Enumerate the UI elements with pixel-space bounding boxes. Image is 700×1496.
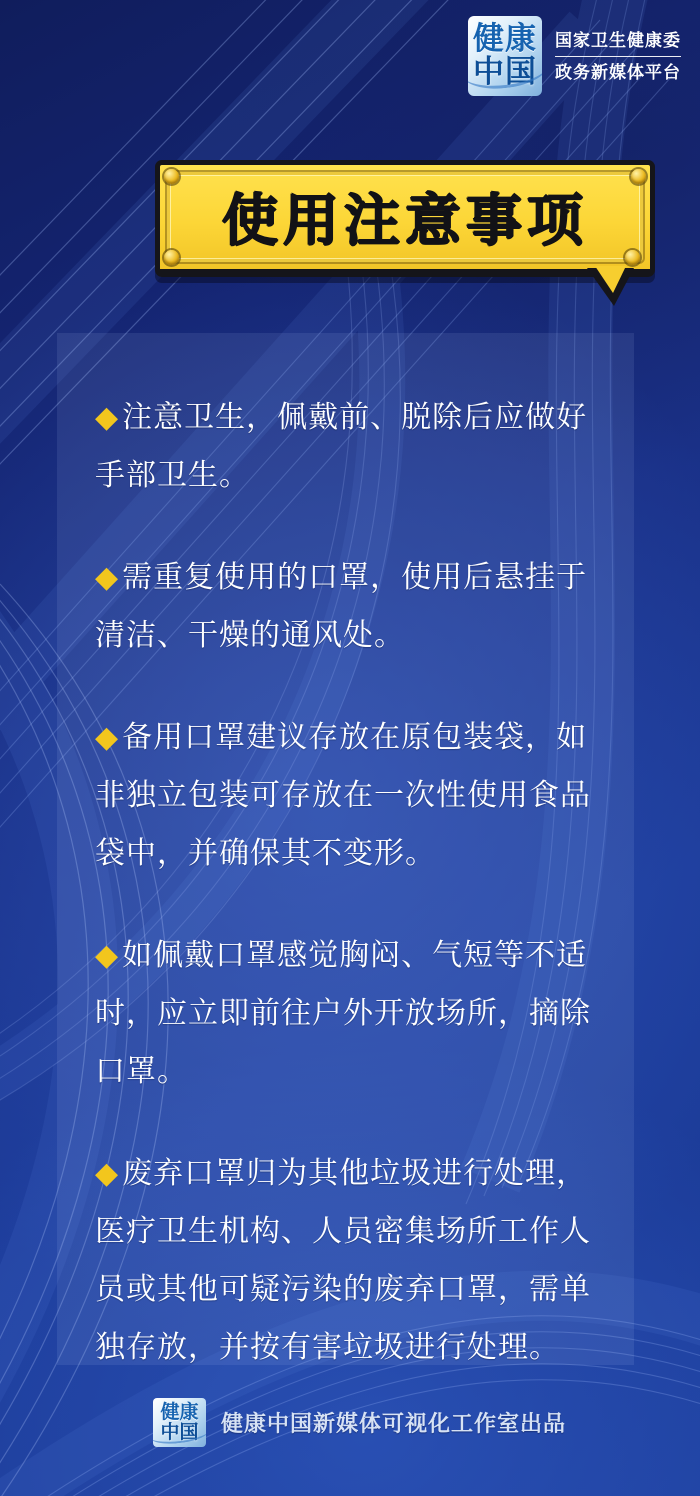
logo-text-line2: 中国 — [160, 1421, 199, 1443]
page-title: 使用注意事项 — [222, 189, 588, 252]
agency-divider — [555, 56, 681, 57]
footer — [153, 1398, 566, 1447]
header — [468, 16, 681, 96]
tip-item — [95, 709, 617, 883]
tip-text: 注意卫生，佩戴前、脱除后应做好手部卫生。 — [95, 401, 588, 492]
diamond-bullet-icon: ◆ — [95, 721, 120, 754]
tips-panel — [57, 333, 634, 1365]
tip-text: 废弃口罩归为其他垃圾进行处理，医疗卫生机构、人员密集场所工作人员或其他可疑污染的废弃口罩，需单独存放，并按有害垃圾进行处理。 — [95, 1157, 591, 1364]
rivet-icon — [631, 169, 646, 184]
agency-name: 国家卫生健康委 — [555, 30, 681, 50]
credit-text: 健康中国新媒体可视化工作室出品 — [221, 1411, 567, 1436]
title-banner — [155, 160, 655, 277]
rivet-icon — [164, 250, 179, 265]
tip-text: 需重复使用的口罩，使用后悬挂于清洁、干燥的通风处。 — [95, 561, 588, 652]
logo-text-line1: 健康 — [473, 21, 537, 57]
diamond-bullet-icon: ◆ — [95, 1157, 120, 1190]
diamond-bullet-icon: ◆ — [95, 561, 120, 594]
health-china-logo-small — [153, 1398, 206, 1447]
banner-tail — [595, 266, 626, 293]
tip-text: 备用口罩建议存放在原包装袋，如非独立包装可存放在一次性使用食品袋中，并确保其不变形。 — [95, 721, 591, 870]
tip-text: 如佩戴口罩感觉胸闷、气短等不适时，应立即前往户外开放场所，摘除口罩。 — [95, 939, 591, 1088]
tip-item — [95, 1145, 617, 1377]
rivet-icon — [625, 250, 640, 265]
tip-item — [95, 389, 617, 505]
diamond-bullet-icon: ◆ — [95, 939, 120, 972]
health-china-logo — [468, 16, 542, 96]
tip-item — [95, 549, 617, 665]
diamond-bullet-icon: ◆ — [95, 401, 120, 434]
tip-item — [95, 927, 617, 1101]
logo-text-line1: 健康 — [160, 1401, 199, 1423]
rivet-icon — [164, 169, 179, 184]
logo-text-line2: 中国 — [473, 54, 537, 89]
platform-name: 政务新媒体平台 — [555, 62, 681, 82]
agency-name-block — [555, 29, 681, 84]
